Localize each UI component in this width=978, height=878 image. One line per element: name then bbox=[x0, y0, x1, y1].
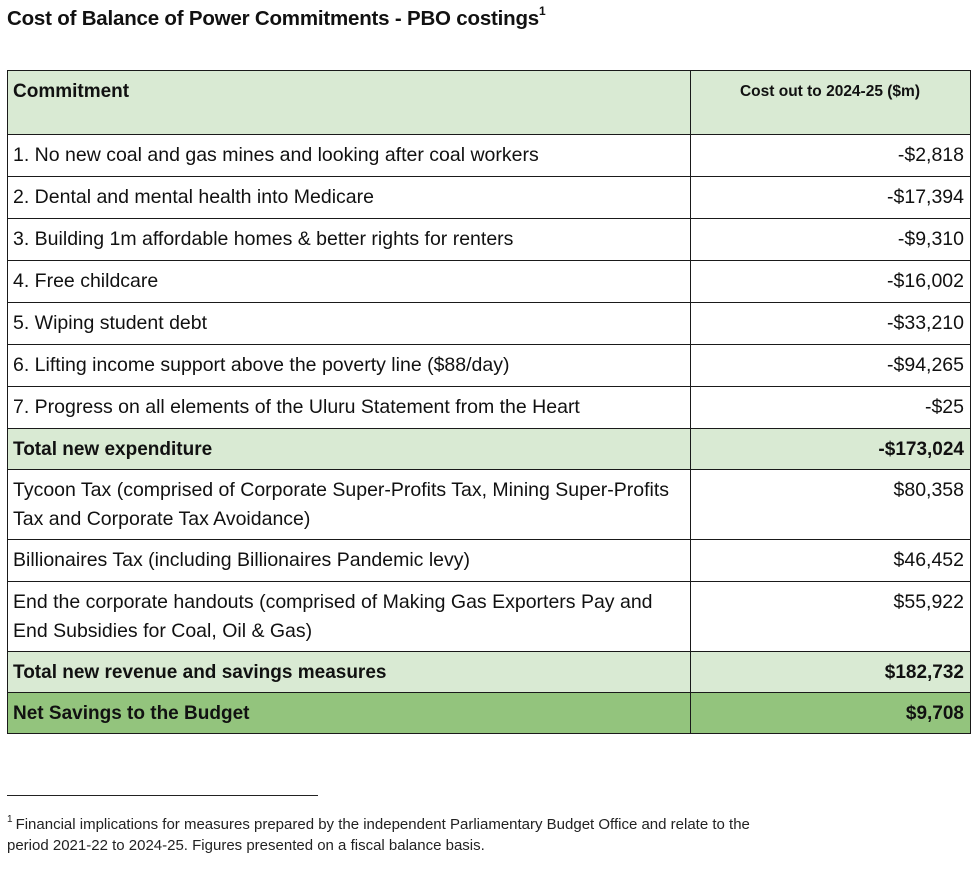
commitment-value: -$94,265 bbox=[691, 345, 971, 387]
commitment-value: -$33,210 bbox=[691, 303, 971, 345]
commitment-value: -$16,002 bbox=[691, 261, 971, 303]
commitment-label: 4. Free childcare bbox=[8, 261, 691, 303]
net-savings-row bbox=[8, 693, 971, 734]
commitment-label: 6. Lifting income support above the poverty line ($88/day) bbox=[8, 345, 691, 387]
commitment-label: 1. No new coal and gas mines and looking after coal workers bbox=[8, 135, 691, 177]
commitment-value: -$2,818 bbox=[691, 135, 971, 177]
revenue-value: $46,452 bbox=[691, 540, 971, 582]
table-header-row bbox=[8, 71, 971, 135]
table-row bbox=[8, 582, 971, 652]
revenue-value: $80,358 bbox=[691, 470, 971, 540]
commitment-value: -$9,310 bbox=[691, 219, 971, 261]
commitments-table bbox=[7, 70, 971, 734]
header-cost: Cost out to 2024-25 ($m) bbox=[691, 71, 971, 135]
net-savings-label: Net Savings to the Budget bbox=[8, 693, 691, 734]
total-revenue-row bbox=[8, 652, 971, 693]
table-row bbox=[8, 135, 971, 177]
revenue-label: Tycoon Tax (comprised of Corporate Super-Profits Tax, Mining Super-Profits Tax and Corporate Tax Avoidance) bbox=[8, 470, 691, 540]
commitment-label: 7. Progress on all elements of the Uluru Statement from the Heart bbox=[8, 387, 691, 429]
table-row bbox=[8, 219, 971, 261]
table-row bbox=[8, 387, 971, 429]
total-expenditure-row bbox=[8, 429, 971, 470]
commitment-label: 5. Wiping student debt bbox=[8, 303, 691, 345]
table-row bbox=[8, 345, 971, 387]
footnote-divider bbox=[7, 795, 318, 796]
revenue-label: Billionaires Tax (including Billionaires Pandemic levy) bbox=[8, 540, 691, 582]
net-savings-value: $9,708 bbox=[691, 693, 971, 734]
total-revenue-label: Total new revenue and savings measures bbox=[8, 652, 691, 693]
commitment-label: 2. Dental and mental health into Medicare bbox=[8, 177, 691, 219]
footnote-marker: 1 bbox=[7, 814, 13, 825]
footnote-text: Financial implications for measures prepared by the independent Parliamentary Budget Office and relate to the period 2021-22 to 2024-25. Figures presented on a fiscal balance basis. bbox=[7, 816, 750, 854]
table-row bbox=[8, 470, 971, 540]
total-revenue-value: $182,732 bbox=[691, 652, 971, 693]
commitment-value: -$17,394 bbox=[691, 177, 971, 219]
table-row bbox=[8, 261, 971, 303]
revenue-value: $55,922 bbox=[691, 582, 971, 652]
title-footnote-marker: 1 bbox=[539, 4, 546, 18]
revenue-label: End the corporate handouts (comprised of Making Gas Exporters Pay and End Subsidies for Coal, Oil & Gas) bbox=[8, 582, 691, 652]
header-commitment: Commitment bbox=[8, 71, 691, 135]
total-expenditure-label: Total new expenditure bbox=[8, 429, 691, 470]
table-row bbox=[8, 177, 971, 219]
table-row bbox=[8, 540, 971, 582]
page-title-text: Cost of Balance of Power Commitments - PBO costings bbox=[7, 6, 539, 30]
commitment-label: 3. Building 1m affordable homes & better rights for renters bbox=[8, 219, 691, 261]
total-expenditure-value: -$173,024 bbox=[691, 429, 971, 470]
footnote bbox=[7, 810, 767, 856]
table-row bbox=[8, 303, 971, 345]
page-title bbox=[7, 6, 545, 31]
commitment-value: -$25 bbox=[691, 387, 971, 429]
